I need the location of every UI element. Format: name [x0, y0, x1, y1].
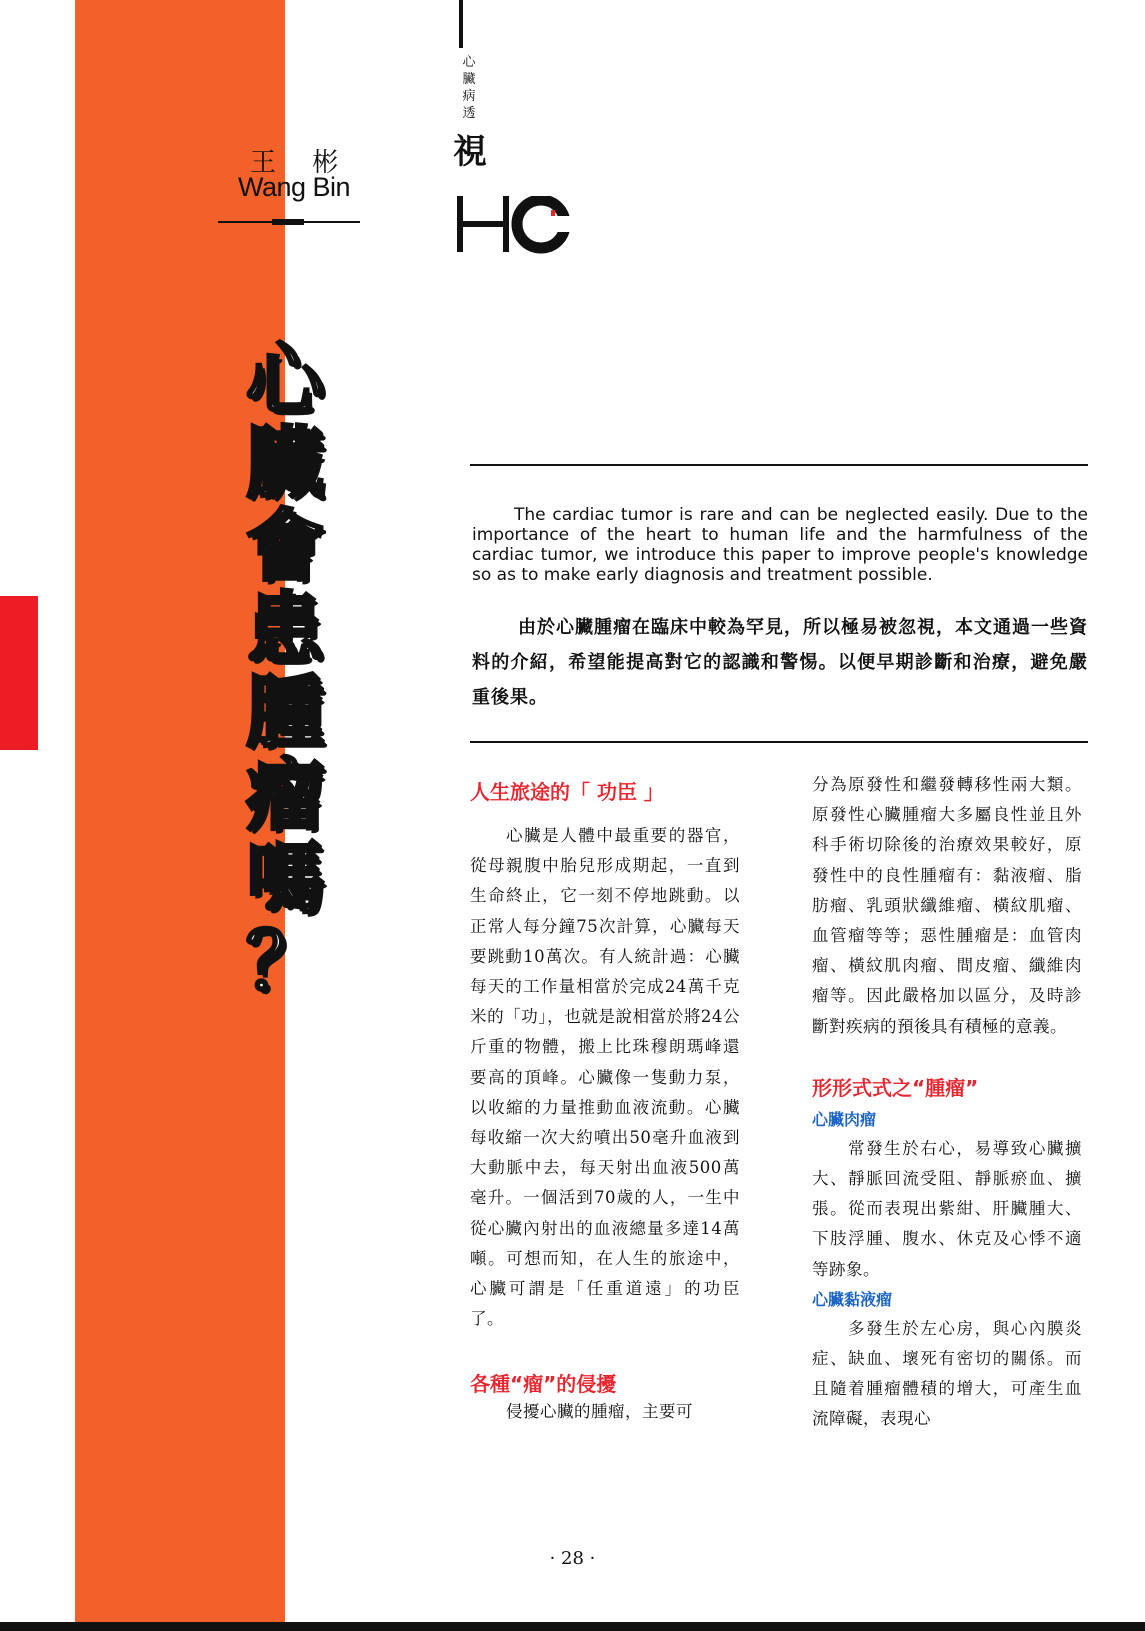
- bottom-edge-bar: [0, 1622, 1145, 1631]
- section-body: 心臟是人體中最重要的器官，從母親腹中胎兒形成期起，一直到生命終止，它一刻不停地跳動。以正常人每分鐘75次計算，心臟每天要跳動10萬次。有人統計過：心臟每天的工作量相當於完成24萬千克米的「功」，也就是說相當於將24公斤重的物體，搬上比珠穆朗瑪峰還要高的頂峰。心臟像一隻動力泵，以收縮的力量推動血液流動。心臟每收縮一次大約噴出50毫升血液到大動脈中去，每天射出血液500萬毫升。一個活到70歲的人，一生中從心臟內射出的血液總量多達14萬噸。可想而知，在人生的旅途中，心臟可謂是「任重道遠」的功臣了。: [470, 826, 740, 1329]
- section-body: 多發生於左心房，與心內膜炎症、缺血、壞死有密切的關係。而且隨着腫瘤體積的增大，可產生血流障礙，表現心: [812, 1318, 1082, 1429]
- section-body: 常發生於右心，易導致心臟擴大、靜脈回流受阻、靜脈瘀血、擴張。從而表現出紫紺、肝臟腫大、下肢浮腫、腹水、休克及心悸不適等跡象。: [812, 1138, 1082, 1279]
- section-heading: 人生旅途的「 功臣 」: [470, 780, 664, 804]
- article-title: [240, 336, 330, 1007]
- abstract-english: The cardiac tumor is rare and can be neglected easily. Due to the importance of the heart to human life and the harmfulness of the cardiac tumor, we introduce this paper to improve people's knowledge so as to make early diagnosis and treatment possible.: [472, 505, 1088, 585]
- red-edge-tab: [0, 596, 38, 750]
- abstract-bottom-rule: [470, 741, 1088, 743]
- column-label-big-char: 視: [453, 132, 487, 172]
- title-char: 臟: [245, 419, 324, 509]
- hc-logo-icon: [455, 196, 575, 256]
- section-subheading: 心臟黏液瘤: [812, 1289, 893, 1309]
- title-char: 腫: [245, 668, 324, 758]
- section-body: 侵擾心臟的腫瘤，主要可: [506, 1402, 693, 1422]
- title-char: 嗎: [245, 834, 324, 924]
- section-subheading: 心臟肉瘤: [812, 1109, 877, 1129]
- abstract-top-rule: [470, 464, 1088, 466]
- title-char: ？: [245, 917, 324, 1007]
- title-char: 心: [245, 336, 324, 426]
- body-column-right: [812, 776, 1082, 1435]
- section-heading: 各種“瘤”的侵擾: [470, 1372, 617, 1397]
- body-column-left: [470, 776, 740, 1428]
- abstract-chinese: 由於心臟腫瘤在臨床中較為罕見，所以極易被忽視，本文通過一些資料的介紹，希望能提高對它的認識和警惕。以便早期診斷和治療，避免嚴重後果。: [472, 617, 1088, 708]
- author-name-cn: 王 彬: [250, 148, 353, 178]
- title-char: 患: [245, 585, 324, 675]
- section-body: 分為原發性和繼發轉移性兩大類。原發性心臟腫瘤大多屬良性並且外科手術切除後的治療效果較好，原發性中的良性腫瘤有：黏液瘤、脂肪瘤、乳頭狀纖維瘤、橫紋肌瘤、血管瘤等等；惡性腫瘤是：血管肉瘤、橫紋肌肉瘤、間皮瘤、纖維肉瘤等。因此嚴格加以區分，及時診斷對疾病的預後具有積極的意義。: [812, 775, 1082, 1036]
- title-char: 會: [245, 502, 324, 592]
- author-name-en: Wang Bin: [238, 172, 351, 202]
- title-char: 瘤: [245, 751, 324, 841]
- author-divider-tick: [272, 219, 304, 225]
- section-heading: 形形式式之“腫瘤”: [812, 1075, 979, 1100]
- page-number: · 28 ·: [549, 1548, 596, 1569]
- column-marker-line: [459, 0, 463, 48]
- column-label: 心臟病透: [462, 55, 476, 121]
